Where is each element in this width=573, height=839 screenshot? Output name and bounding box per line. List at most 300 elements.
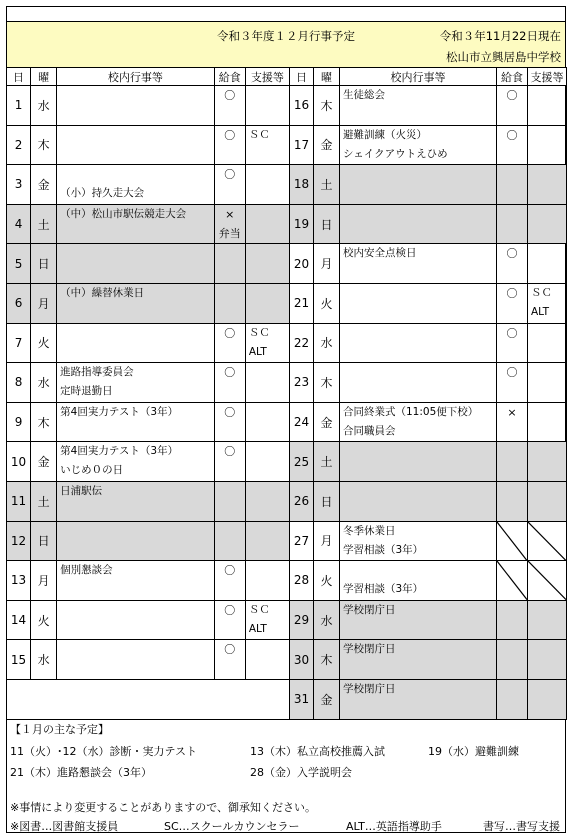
support-text xyxy=(531,145,566,164)
day-number: 8 xyxy=(7,363,31,403)
support-text xyxy=(249,442,289,461)
event-text: 進路指導委員会 xyxy=(60,366,134,379)
event-text xyxy=(343,699,496,718)
events-cell xyxy=(340,600,497,640)
january-item: 11（火）･12（水）診断・実力テスト xyxy=(10,745,198,758)
support-text xyxy=(531,105,566,124)
event-text xyxy=(343,501,496,520)
weekday: 木 xyxy=(31,125,57,165)
day-number: 25 xyxy=(290,442,314,482)
day-number: 13 xyxy=(7,561,31,601)
support-text xyxy=(531,442,566,461)
day-row xyxy=(7,640,290,680)
meal-mark: 〇 xyxy=(506,286,518,300)
support-text xyxy=(249,461,289,480)
weekday: 木 xyxy=(314,640,340,680)
events-cell xyxy=(57,442,215,482)
weekday: 月 xyxy=(31,283,57,323)
event-text xyxy=(343,105,496,124)
support-cell xyxy=(245,402,289,442)
meal-mark: 〇 xyxy=(506,89,518,102)
event-text xyxy=(343,382,496,401)
weekday: 月 xyxy=(31,561,57,601)
meal-mark xyxy=(497,620,527,639)
meal-mark xyxy=(497,680,527,699)
event-text: 学校閉庁日 xyxy=(343,643,396,656)
support-text xyxy=(249,382,289,401)
support-text xyxy=(249,659,289,678)
meal-mark xyxy=(215,659,245,678)
support-text xyxy=(531,205,566,224)
header-dow: 曜 xyxy=(31,68,57,86)
day-number: 26 xyxy=(290,481,314,521)
meal-cell xyxy=(214,283,245,323)
day-number: 28 xyxy=(290,561,314,601)
day-row xyxy=(7,165,290,205)
january-item: 21（木）進路懇談会（3年） xyxy=(10,766,152,779)
meal-cell xyxy=(497,679,528,719)
header-meal: 給食 xyxy=(214,68,245,86)
meal-cell xyxy=(497,402,528,442)
meal-cell xyxy=(214,402,245,442)
event-text: （中）繰替休業日 xyxy=(60,286,145,299)
day-number: 15 xyxy=(7,640,31,680)
day-number: 14 xyxy=(7,600,31,640)
event-text xyxy=(343,620,496,639)
weekday: 金 xyxy=(314,679,340,719)
event-text xyxy=(343,442,496,461)
diagonal-cell xyxy=(528,561,567,601)
support-text xyxy=(531,343,566,362)
meal-mark xyxy=(215,105,245,124)
events-cell xyxy=(57,640,215,680)
day-row xyxy=(290,442,567,482)
meal-cell xyxy=(497,125,528,165)
weekday: 金 xyxy=(314,125,340,165)
day-number: 16 xyxy=(290,86,314,126)
support-text xyxy=(249,303,289,322)
support-cell xyxy=(245,600,289,640)
weekday: 水 xyxy=(31,86,57,126)
events-cell xyxy=(340,521,497,561)
meal-mark xyxy=(215,303,245,322)
weekday: 木 xyxy=(314,363,340,403)
meal-cell xyxy=(214,363,245,403)
meal-cell xyxy=(497,600,528,640)
event-text: 日浦駅伝 xyxy=(60,484,103,497)
day-row xyxy=(290,679,567,719)
events-cell xyxy=(57,481,215,521)
support-text: ALT xyxy=(531,305,550,318)
meal-mark xyxy=(497,442,527,461)
event-text: 定時退勤日 xyxy=(60,385,113,398)
header-support: 支援等 xyxy=(245,68,289,86)
support-text xyxy=(531,263,566,282)
event-text: 学習相談（3年） xyxy=(343,543,424,556)
support-cell xyxy=(245,561,289,601)
meal-cell xyxy=(497,363,528,403)
events-cell xyxy=(57,402,215,442)
meal-mark xyxy=(497,205,527,224)
support-cell xyxy=(245,283,289,323)
legend-item: SC…スクールカウンセラー xyxy=(164,820,300,833)
support-cell xyxy=(528,442,567,482)
support-text xyxy=(249,482,289,501)
support-cell xyxy=(245,640,289,680)
event-text xyxy=(60,640,214,659)
header-events: 校内行事等 xyxy=(340,68,497,86)
support-text xyxy=(531,165,566,184)
support-text xyxy=(249,403,289,422)
empty-cell xyxy=(7,679,290,719)
day-row xyxy=(7,244,290,284)
support-text xyxy=(249,541,289,560)
day-row xyxy=(7,125,290,165)
support-cell xyxy=(245,125,289,165)
legend-item: 書写…書写支援 xyxy=(483,820,560,833)
meal-mark xyxy=(497,224,527,243)
event-text xyxy=(343,561,496,580)
day-number: 6 xyxy=(7,283,31,323)
support-cell xyxy=(528,481,567,521)
support-cell xyxy=(528,125,567,165)
meal-mark: 〇 xyxy=(224,128,236,142)
support-cell xyxy=(245,363,289,403)
event-text xyxy=(60,601,214,620)
day-number: 12 xyxy=(7,521,31,561)
support-cell xyxy=(528,244,567,284)
header-day: 日 xyxy=(290,68,314,86)
meal-mark xyxy=(215,620,245,639)
meal-mark xyxy=(497,145,527,164)
meal-cell xyxy=(497,481,528,521)
event-text xyxy=(343,343,496,362)
event-text xyxy=(60,165,214,184)
meal-cell xyxy=(214,125,245,165)
support-text xyxy=(249,580,289,599)
meal-mark xyxy=(215,501,245,520)
day-number: 23 xyxy=(290,363,314,403)
support-text xyxy=(531,86,566,105)
weekday: 水 xyxy=(314,600,340,640)
support-text: ＳＣ xyxy=(248,603,270,616)
support-text xyxy=(249,640,289,659)
weekday: 火 xyxy=(314,283,340,323)
meal-mark xyxy=(215,244,245,263)
support-cell xyxy=(528,640,567,680)
diagonal-cell xyxy=(528,521,567,561)
day-number: 3 xyxy=(7,165,31,205)
day-number: 2 xyxy=(7,125,31,165)
support-text xyxy=(531,324,566,343)
event-text xyxy=(60,324,214,343)
event-text xyxy=(343,303,496,322)
support-text: ALT xyxy=(248,345,267,358)
event-text xyxy=(60,422,214,441)
support-text xyxy=(531,680,566,699)
weekday: 火 xyxy=(31,600,57,640)
day-number: 20 xyxy=(290,244,314,284)
events-cell xyxy=(57,204,215,244)
weekday: 金 xyxy=(31,165,57,205)
diagonal-cell xyxy=(497,521,528,561)
day-number: 4 xyxy=(7,204,31,244)
events-cell xyxy=(340,561,497,601)
support-text xyxy=(531,640,566,659)
meal-mark: 〇 xyxy=(224,564,236,578)
day-number: 17 xyxy=(290,125,314,165)
meal-mark xyxy=(497,601,527,620)
event-text xyxy=(60,343,214,362)
support-text xyxy=(531,422,566,441)
event-text xyxy=(60,126,214,145)
day-number: 21 xyxy=(290,283,314,323)
january-heading: 【１月の主な予定】 xyxy=(10,723,109,736)
weekday: 土 xyxy=(31,481,57,521)
meal-cell xyxy=(214,323,245,363)
event-text xyxy=(60,263,214,282)
support-text xyxy=(249,205,289,224)
january-item: 13（木）私立高校推薦入試 xyxy=(250,745,385,758)
event-text xyxy=(343,461,496,480)
support-text: ＳＣ xyxy=(531,286,552,299)
event-text: 学校閉庁日 xyxy=(343,603,396,616)
event-text xyxy=(60,86,214,105)
support-text xyxy=(531,482,566,501)
day-row xyxy=(290,244,567,284)
support-text xyxy=(249,165,289,184)
support-text xyxy=(531,244,566,263)
event-text: いじめ０の日 xyxy=(60,464,124,477)
day-number: 29 xyxy=(290,600,314,640)
event-text xyxy=(60,224,214,243)
event-text: 第4回実力テスト（3年） xyxy=(60,405,179,418)
events-cell xyxy=(57,323,215,363)
support-text xyxy=(249,522,289,541)
day-row xyxy=(290,204,567,244)
day-row xyxy=(290,481,567,521)
events-cell xyxy=(57,165,215,205)
events-cell xyxy=(340,283,497,323)
day-row xyxy=(7,402,290,442)
diagonal-strike xyxy=(528,561,566,600)
events-cell xyxy=(57,125,215,165)
support-text: ALT xyxy=(248,622,267,635)
support-cell xyxy=(245,323,289,363)
day-row xyxy=(7,363,290,403)
event-text xyxy=(343,363,496,382)
diagonal-cell xyxy=(497,561,528,601)
meal-mark xyxy=(497,699,527,718)
weekday: 金 xyxy=(314,402,340,442)
meal-mark xyxy=(215,284,245,303)
event-text: 校内安全点検日 xyxy=(343,247,417,260)
day-number: 1 xyxy=(7,86,31,126)
meal-mark: 〇 xyxy=(224,405,236,419)
support-cell xyxy=(245,244,289,284)
event-text: 個別懇談会 xyxy=(60,564,113,577)
meal-mark: 〇 xyxy=(506,326,518,340)
meal-mark xyxy=(215,461,245,480)
meal-cell xyxy=(497,165,528,205)
support-cell xyxy=(528,679,567,719)
header-meal: 給食 xyxy=(497,68,528,86)
support-text xyxy=(249,86,289,105)
meal-cell xyxy=(497,323,528,363)
events-cell xyxy=(340,165,497,205)
meal-mark: 弁当 xyxy=(218,226,241,240)
event-text: 避難訓練（火災） xyxy=(343,128,427,141)
support-text xyxy=(249,105,289,124)
day-row xyxy=(7,561,290,601)
support-cell xyxy=(245,481,289,521)
day-number: 22 xyxy=(290,323,314,363)
meal-mark xyxy=(215,145,245,164)
meal-mark xyxy=(215,343,245,362)
events-cell xyxy=(340,402,497,442)
day-row xyxy=(7,323,290,363)
day-row xyxy=(7,600,290,640)
weekday: 土 xyxy=(31,204,57,244)
meal-mark xyxy=(215,263,245,282)
weekday: 火 xyxy=(31,323,57,363)
day-row xyxy=(290,561,567,601)
header-support: 支援等 xyxy=(528,68,567,86)
event-text xyxy=(343,263,496,282)
meal-mark xyxy=(497,184,527,203)
calendar-right xyxy=(289,67,567,720)
support-text xyxy=(249,422,289,441)
header-day: 日 xyxy=(7,68,31,86)
day-number: 11 xyxy=(7,481,31,521)
events-cell xyxy=(340,442,497,482)
meal-cell xyxy=(497,640,528,680)
event-text xyxy=(60,145,214,164)
january-item: 19（水）避難訓練 xyxy=(428,745,519,758)
legend-item: ALT…英語指導助手 xyxy=(346,820,442,833)
events-cell xyxy=(57,283,215,323)
empty-row xyxy=(7,679,290,719)
events-cell xyxy=(340,640,497,680)
day-number: 10 xyxy=(7,442,31,482)
day-number: 27 xyxy=(290,521,314,561)
support-cell xyxy=(528,323,567,363)
meal-mark: 〇 xyxy=(224,445,236,459)
meal-mark xyxy=(497,343,527,362)
event-text xyxy=(343,482,496,501)
day-row xyxy=(7,204,290,244)
day-number: 30 xyxy=(290,640,314,680)
support-cell xyxy=(528,283,567,323)
events-cell xyxy=(57,86,215,126)
weekday: 土 xyxy=(314,165,340,205)
day-row xyxy=(7,86,290,126)
meal-mark: 〇 xyxy=(224,168,236,182)
event-text xyxy=(343,205,496,224)
support-text xyxy=(249,244,289,263)
meal-cell xyxy=(214,165,245,205)
event-text: （中）松山市駅伝競走大会 xyxy=(60,207,187,220)
event-text xyxy=(60,501,214,520)
support-text: ＳＣ xyxy=(248,128,270,141)
calendar-left xyxy=(6,67,290,720)
event-text: 生徒総会 xyxy=(343,89,385,101)
support-text xyxy=(249,561,289,580)
support-cell xyxy=(245,442,289,482)
support-text xyxy=(531,224,566,243)
meal-cell xyxy=(214,600,245,640)
support-text xyxy=(249,145,289,164)
event-text xyxy=(60,244,214,263)
support-text xyxy=(531,501,566,520)
meal-cell xyxy=(214,244,245,284)
support-text: ＳＣ xyxy=(248,326,270,339)
support-text xyxy=(531,382,566,401)
meal-mark: × xyxy=(225,207,235,221)
day-row xyxy=(290,86,567,126)
meal-mark: 〇 xyxy=(224,366,236,380)
support-text xyxy=(531,699,566,718)
day-row xyxy=(290,165,567,205)
meal-mark xyxy=(215,482,245,501)
event-text xyxy=(343,224,496,243)
diagonal-strike xyxy=(497,561,527,600)
support-cell xyxy=(528,402,567,442)
event-text xyxy=(60,522,214,541)
weekday: 金 xyxy=(31,442,57,482)
support-text xyxy=(249,284,289,303)
event-text: 冬季休業日 xyxy=(343,524,396,537)
meal-mark xyxy=(497,659,527,678)
day-row xyxy=(7,442,290,482)
header-events: 校内行事等 xyxy=(57,68,215,86)
event-text: （小）持久走大会 xyxy=(60,187,145,200)
meal-mark xyxy=(215,184,245,203)
event-text xyxy=(343,659,496,678)
meal-cell xyxy=(214,521,245,561)
meal-cell xyxy=(214,561,245,601)
support-cell xyxy=(528,165,567,205)
event-text xyxy=(60,620,214,639)
day-number: 9 xyxy=(7,402,31,442)
weekday: 月 xyxy=(314,521,340,561)
meal-mark: 〇 xyxy=(506,247,518,261)
support-cell xyxy=(245,204,289,244)
support-cell xyxy=(528,600,567,640)
weekday: 土 xyxy=(314,442,340,482)
day-row xyxy=(290,600,567,640)
meal-mark xyxy=(497,165,527,184)
day-row xyxy=(290,402,567,442)
weekday: 日 xyxy=(31,244,57,284)
weekday: 月 xyxy=(314,244,340,284)
day-row xyxy=(290,521,567,561)
meal-cell xyxy=(214,442,245,482)
day-number: 18 xyxy=(290,165,314,205)
day-row xyxy=(7,481,290,521)
meal-mark: 〇 xyxy=(224,643,236,657)
events-cell xyxy=(57,561,215,601)
as-of-date: 令和３年11月22日現在 xyxy=(439,29,561,43)
weekday: 木 xyxy=(31,402,57,442)
weekday: 木 xyxy=(314,86,340,126)
event-text xyxy=(60,659,214,678)
meal-mark xyxy=(497,303,527,322)
event-text xyxy=(343,284,496,303)
support-cell xyxy=(528,86,567,126)
meal-cell xyxy=(497,283,528,323)
event-text: 学校閉庁日 xyxy=(343,682,396,695)
